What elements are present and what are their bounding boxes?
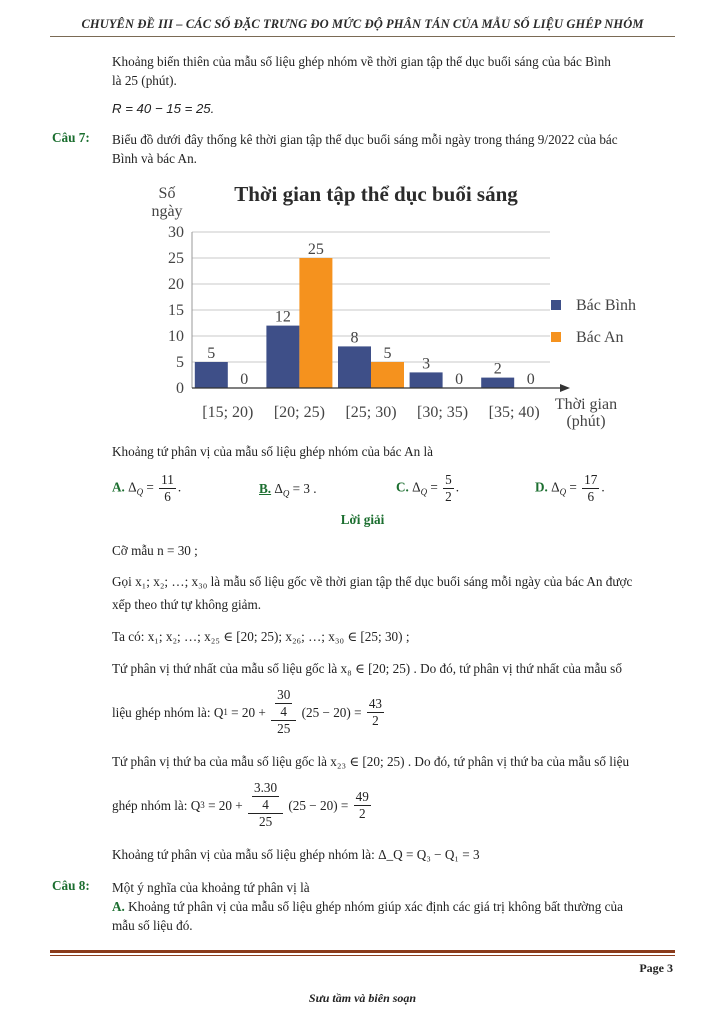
bar-label-an-3: 0: [455, 371, 464, 388]
option-a-den: 6: [164, 489, 171, 504]
q3-result-fraction: [354, 789, 371, 822]
q3-eq: = 20 +: [204, 797, 247, 813]
option-a-end: .: [177, 479, 182, 495]
option-c-eq: =: [427, 479, 442, 495]
question-7-label: Câu 7:: [52, 130, 90, 145]
bar-an-1: [299, 258, 332, 388]
y-tick-0: 0: [176, 380, 184, 397]
y-tick-5: 5: [176, 354, 184, 371]
bar-binh-4: [481, 378, 514, 388]
option-d-end: .: [601, 479, 605, 495]
footer-credit: Sưu tầm và biên soạn: [308, 991, 417, 1005]
y-axis-label-1: Số: [158, 185, 176, 202]
page-number: Page 3: [639, 961, 673, 975]
q1-inner-fraction: [275, 687, 292, 720]
option-d-num: 17: [584, 472, 598, 487]
q3-inner-den: 4: [262, 797, 269, 812]
option-d-den: 6: [587, 489, 595, 504]
x-tick-4: [35; 40): [488, 404, 540, 421]
y-tick-30: 30: [168, 224, 184, 241]
chart-title: Thời gian tập thể dục buổi sáng: [234, 182, 518, 206]
option-d-delta: Δ: [551, 479, 560, 495]
option-c-fraction: [443, 472, 454, 505]
solution-title: Lời giải: [340, 512, 385, 527]
x-axis-label-2: (phút): [566, 413, 606, 430]
q1-eq: = 20 +: [227, 704, 270, 720]
x-tick-2: [25; 30): [345, 404, 397, 421]
option-b-sub: Q: [282, 488, 290, 499]
question-8-option-a[interactable]: [112, 897, 674, 916]
option-b-delta: Δ: [274, 481, 283, 496]
q1-result-fraction: [367, 696, 384, 729]
q3-prefix: ghép nhóm là: Q: [112, 797, 201, 813]
q1-result-num: 43: [368, 695, 382, 711]
option-c-end: .: [455, 479, 460, 495]
question-8-option-a-cont: mẫu số liệu đó.: [112, 918, 193, 933]
solution-line-8: Khoảng tứ phân vị của mẫu số liệu ghép nhóm là: Δ_Q = Q₃ − Q₁ = 3: [112, 847, 480, 862]
x-tick-1: [20; 25): [273, 404, 325, 421]
question-8-label: Câu 8:: [52, 878, 90, 893]
q1-big-den: 25: [277, 721, 291, 736]
solution-line-3: Ta có: x₁; x₂; …; x₂₅ ∈ [20; 25); x₂₆; …; x₃₀ ∈ [25; 30) ;: [112, 629, 410, 644]
question-8-text: Một ý nghĩa của khoảng tứ phân vị là: [112, 880, 310, 895]
solution-line-1: Cỡ mẫu n = 30 ;: [112, 543, 198, 558]
question-8-option-a-text: Khoảng tứ phân vị của mẫu số liệu ghép nhóm giúp xác định các giá trị không bất thường của: [124, 899, 623, 914]
footer-divider-thin: [50, 955, 675, 956]
bar-binh-0: [195, 362, 228, 388]
bar-label-binh-1: 12: [274, 308, 291, 326]
q3-inner-num: 3.30: [254, 780, 278, 795]
question-7-text-1: Biểu đồ dưới đây thống kê thời gian tập thể dục buổi sáng mỗi ngày trong tháng 9/2022 của bác: [112, 132, 618, 147]
q3-big-fraction: [248, 780, 283, 830]
option-d-eq: =: [566, 479, 581, 495]
bar-label-an-4: 0: [526, 371, 535, 388]
bar-binh-3: [410, 372, 443, 388]
option-a-delta: Δ: [128, 479, 137, 495]
option-a-fraction: [159, 472, 176, 505]
bar-label-an-2: 5: [383, 345, 392, 362]
option-d-sub: Q: [559, 487, 567, 498]
q1-sub: 1: [223, 706, 228, 717]
y-axis-label-2: ngày: [151, 203, 183, 220]
solution-line-4: Tứ phân vị thứ nhất của mẫu số liệu gốc là x₈ ∈ [20; 25) . Do đó, tứ phân vị thứ nhất của mẫu số: [112, 661, 622, 676]
option-c-letter: C.: [396, 479, 409, 495]
x-tick-3: [30; 35): [417, 404, 469, 421]
options-row: [112, 472, 674, 512]
x-axis-label-1: Thời gian: [554, 396, 618, 413]
legend-swatch-binh: [551, 300, 561, 310]
solution-line-2b: xếp theo thứ tự không giảm.: [112, 597, 262, 612]
footer-divider-thick: [50, 950, 675, 953]
bar-label-an-1: 25: [307, 241, 324, 258]
q1-mid: (25 − 20) =: [298, 704, 365, 720]
y-tick-25: 25: [168, 250, 184, 267]
option-d-fraction: [582, 472, 599, 505]
range-formula: R = 40 − 15 = 25.: [112, 101, 215, 116]
q3-mid: (25 − 20) =: [285, 797, 352, 813]
intro-line-2: là 25 (phút).: [112, 73, 177, 88]
q1-inner-den: 4: [280, 704, 287, 719]
bar-an-2: [371, 362, 404, 388]
page-header: CHUYÊN ĐỀ III – CÁC SỐ ĐẶC TRƯNG ĐO MỨC ĐỘ PHÂN TÁN CỦA MẪU SỐ LIỆU GHÉP NHÓM: [81, 17, 644, 31]
question-8-option-a-letter: A.: [112, 899, 125, 914]
question-7-text-2: Bình và bác An.: [112, 151, 197, 166]
bar-label-binh-3: 3: [422, 355, 431, 373]
q3-inner-fraction: [252, 780, 279, 813]
option-d-letter: D.: [535, 479, 548, 495]
q3-formula: [112, 777, 674, 833]
y-tick-10: 10: [168, 328, 184, 345]
x-tick-labels: [202, 404, 540, 421]
legend-swatch-an: [551, 332, 561, 342]
option-c-delta: Δ: [412, 479, 421, 495]
q3-result-num: 49: [355, 788, 369, 804]
option-b-value: = 3 .: [289, 481, 317, 496]
solution-line-2a: Gọi x₁; x₂; …; x₃₀ là mẫu số liệu gốc về thời gian tập thể dục buổi sáng mỗi ngày của bác An được: [112, 574, 633, 589]
option-c-den: 2: [445, 489, 452, 504]
option-a-num: 11: [161, 472, 174, 487]
option-a-eq: =: [143, 479, 158, 495]
y-tick-20: 20: [168, 276, 184, 293]
option-c-sub: Q: [420, 487, 428, 498]
intro-line-1: Khoảng biến thiên của mẫu số liệu ghép nhóm về thời gian tập thể dục buổi sáng của bác Bình: [112, 54, 611, 69]
option-a[interactable]: [112, 472, 181, 505]
header-divider: [50, 36, 675, 37]
bar-label-binh-4: 2: [493, 360, 502, 378]
x-axis-arrow-icon: [560, 384, 570, 392]
q3-big-den: 25: [258, 814, 273, 829]
q1-formula: [112, 684, 674, 740]
bar-label-binh-2: 8: [350, 329, 359, 347]
q3-result-den: 2: [358, 805, 366, 821]
legend-label-an: Bác An: [576, 329, 624, 346]
bar-binh-1: [266, 326, 299, 388]
y-tick-15: 15: [168, 302, 184, 319]
q3-big-num: [248, 780, 283, 814]
option-a-letter: A.: [112, 479, 125, 495]
option-c-num: 5: [445, 472, 452, 487]
bars: [195, 241, 535, 388]
option-c[interactable]: [396, 472, 459, 505]
legend-label-binh: Bác Bình: [576, 297, 636, 314]
solution-line-6: Tứ phân vị thứ ba của mẫu số liệu gốc là x₂₃ ∈ [20; 25) . Do đó, tứ phân vị thứ ba của mẫu số liệu: [112, 754, 630, 769]
bar-label-an-0: 0: [240, 371, 249, 388]
q1-inner-num: 30: [277, 687, 291, 702]
bar-label-binh-0: 5: [207, 345, 216, 362]
question-7-prompt: Khoảng tứ phân vị của mẫu số liệu ghép nhóm của bác An là: [112, 444, 434, 459]
q1-prefix: liệu ghép nhóm là: Q: [112, 704, 224, 720]
q1-big-fraction: [271, 687, 296, 737]
option-b[interactable]: [259, 481, 317, 499]
y-tick-labels: [168, 224, 184, 397]
q1-result-den: 2: [372, 712, 379, 728]
q1-big-num: [271, 687, 296, 721]
option-b-letter: B.: [259, 481, 272, 496]
bar-chart: [140, 176, 640, 434]
option-a-sub: Q: [136, 487, 144, 498]
x-tick-0: [15; 20): [202, 404, 254, 421]
option-d[interactable]: [535, 472, 605, 505]
bar-binh-2: [338, 346, 371, 388]
q3-sub: 3: [200, 799, 205, 810]
